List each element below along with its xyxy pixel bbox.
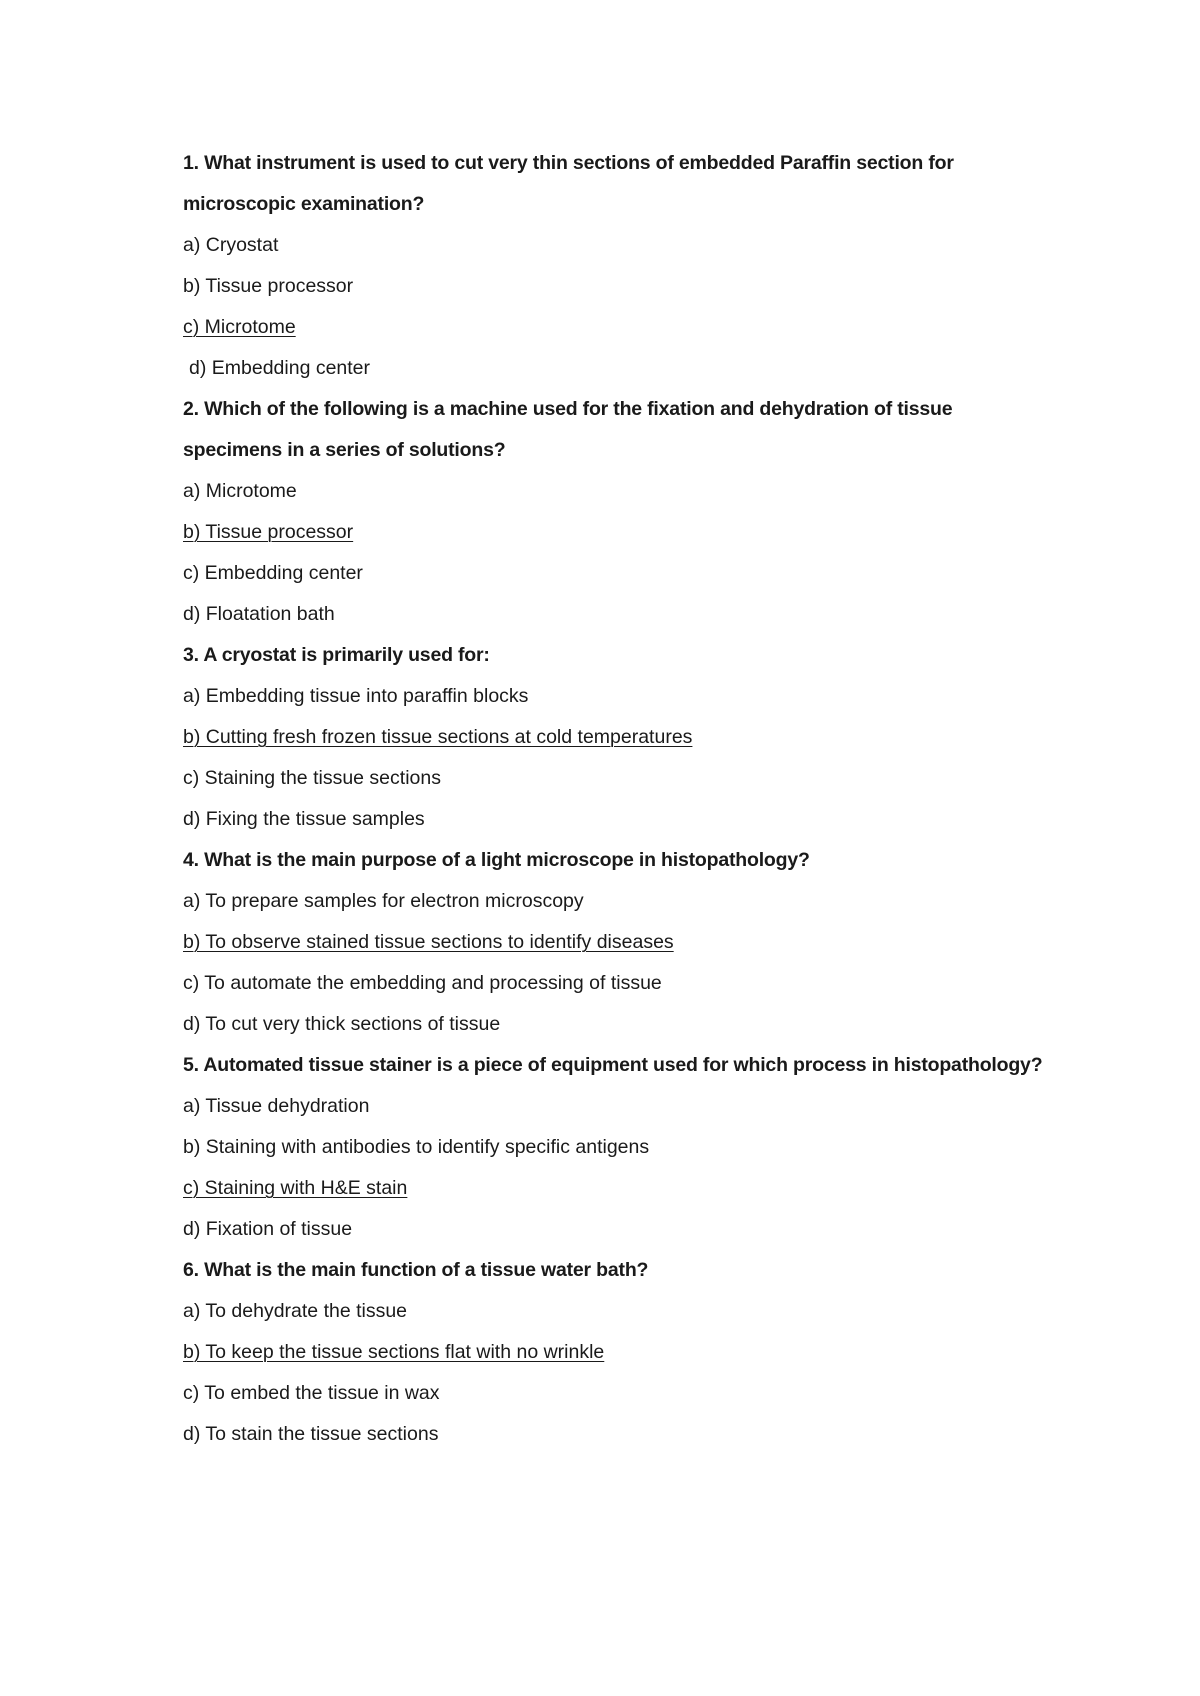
answer-option bbox=[183, 348, 1043, 389]
question-block bbox=[183, 389, 1043, 635]
answer-label: a) To prepare samples for electron microscopy bbox=[183, 890, 584, 912]
answer-options bbox=[183, 881, 1043, 1045]
question-block bbox=[183, 840, 1043, 1045]
question-block bbox=[183, 1045, 1043, 1250]
answer-label: c) Staining with H&E stain bbox=[183, 1177, 408, 1199]
answer-option bbox=[183, 881, 1043, 922]
answer-label: d) To cut very thick sections of tissue bbox=[183, 1013, 501, 1035]
answer-option bbox=[183, 1004, 1043, 1045]
quiz-content bbox=[183, 143, 1043, 1455]
answer-options bbox=[183, 676, 1043, 840]
answer-option bbox=[183, 471, 1043, 512]
question-block bbox=[183, 635, 1043, 840]
answer-label: d) To stain the tissue sections bbox=[183, 1423, 439, 1445]
answer-option bbox=[183, 758, 1043, 799]
correct-answer-option bbox=[183, 1332, 1043, 1373]
question-text: 4. What is the main purpose of a light microscope in histopathology? bbox=[183, 849, 810, 871]
answer-label: d) Fixing the tissue samples bbox=[183, 808, 425, 830]
question-text: 3. A cryostat is primarily used for: bbox=[183, 644, 490, 666]
correct-answer-option bbox=[183, 307, 1043, 348]
answer-option bbox=[183, 676, 1043, 717]
answer-label: d) Fixation of tissue bbox=[183, 1218, 353, 1240]
answer-label: a) Tissue dehydration bbox=[183, 1095, 370, 1117]
answer-option bbox=[183, 225, 1043, 266]
answer-option bbox=[183, 1127, 1043, 1168]
answer-label: b) Tissue processor bbox=[183, 521, 354, 543]
question-text: 5. Automated tissue stainer is a piece of equipment used for which process in histopathology? bbox=[183, 1054, 1043, 1076]
correct-answer-option bbox=[183, 717, 1043, 758]
answer-option bbox=[183, 1414, 1043, 1455]
answer-label: a) Microtome bbox=[183, 480, 297, 502]
answer-option bbox=[183, 1086, 1043, 1127]
answer-option bbox=[183, 1209, 1043, 1250]
answer-label: b) Cutting fresh frozen tissue sections at cold temperatures bbox=[183, 726, 693, 748]
question-block bbox=[183, 1250, 1043, 1455]
answer-label: b) Staining with antibodies to identify specific antigens bbox=[183, 1136, 650, 1158]
answer-option bbox=[183, 963, 1043, 1004]
answer-label: d) Embedding center bbox=[189, 357, 371, 379]
answer-label: c) Staining the tissue sections bbox=[183, 767, 441, 789]
answer-option bbox=[183, 553, 1043, 594]
answer-label: b) To observe stained tissue sections to identify diseases bbox=[183, 931, 674, 953]
answer-options bbox=[183, 471, 1043, 635]
answer-options bbox=[183, 1291, 1043, 1455]
answer-label: c) Embedding center bbox=[183, 562, 363, 584]
answer-label: d) Floatation bath bbox=[183, 603, 335, 625]
question-text: 6. What is the main function of a tissue water bath? bbox=[183, 1259, 649, 1281]
answer-label: a) Embedding tissue into paraffin blocks bbox=[183, 685, 529, 707]
answer-option bbox=[183, 799, 1043, 840]
answer-label: c) To embed the tissue in wax bbox=[183, 1382, 440, 1404]
answer-label: b) Tissue processor bbox=[183, 275, 354, 297]
answer-options bbox=[183, 1086, 1043, 1250]
answer-option bbox=[183, 1373, 1043, 1414]
answer-option bbox=[183, 266, 1043, 307]
question-block bbox=[183, 143, 1043, 389]
answer-option bbox=[183, 594, 1043, 635]
correct-answer-option bbox=[183, 1168, 1043, 1209]
answer-option bbox=[183, 1291, 1043, 1332]
correct-answer-option bbox=[183, 512, 1043, 553]
correct-answer-option bbox=[183, 922, 1043, 963]
answer-options bbox=[183, 225, 1043, 389]
answer-label: a) To dehydrate the tissue bbox=[183, 1300, 408, 1322]
answer-label: c) To automate the embedding and processing of tissue bbox=[183, 972, 662, 994]
question-text: 1. What instrument is used to cut very thin sections of embedded Paraffin section for microscopic examination? bbox=[183, 152, 954, 215]
answer-label: a) Cryostat bbox=[183, 234, 279, 256]
question-text: 2. Which of the following is a machine used for the fixation and dehydration of tissue specimens in a series of solutions? bbox=[183, 398, 953, 461]
answer-label: c) Microtome bbox=[183, 316, 296, 338]
answer-label: b) To keep the tissue sections flat with no wrinkle bbox=[183, 1341, 605, 1363]
